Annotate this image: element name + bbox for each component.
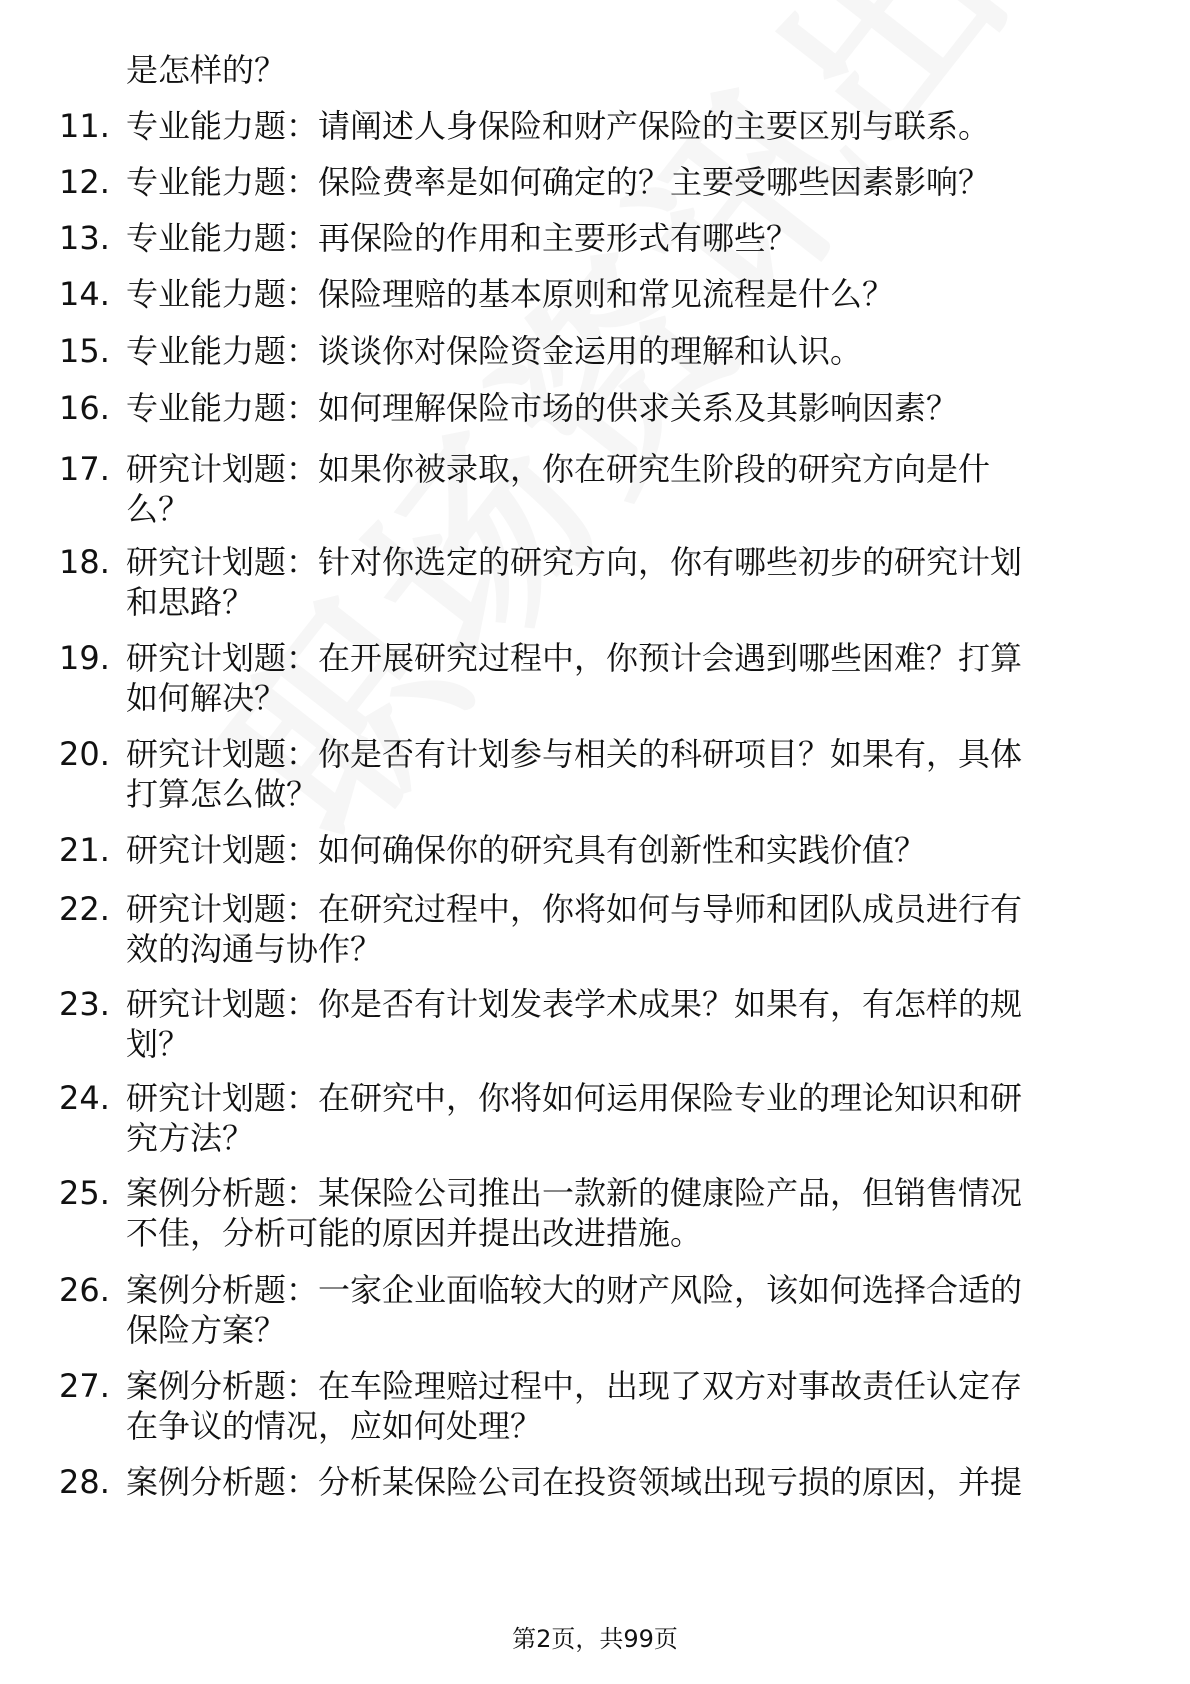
question-text [126,1173,1116,1253]
question-text-line: 案例分析题：分析某保险公司在投资领域出现亏损的原因，并提 [126,1463,1023,1501]
question-number: 18. [59,543,110,581]
question-text-line: 专业能力题：谈谈你对保险资金运用的理解和认识。 [126,332,863,370]
question-text [126,449,1116,529]
question-text-line: 案例分析题：某保险公司推出一款新的健康险产品，但销售情况 [126,1174,1023,1212]
continued-question-text: 是怎样的？ [126,51,287,89]
question-text-line: 研究计划题：如果你被录取，你在研究生阶段的研究方向是什 [126,450,991,488]
question-text-line: 和思路？ [126,583,255,621]
question-number: 20. [59,735,110,773]
question-number: 25. [59,1174,110,1212]
question-text [126,1366,1116,1446]
question-text-line: 划？ [126,1025,191,1063]
question-number: 19. [59,639,110,677]
question-text-line: 研究计划题：你是否有计划发表学术成果？如果有，有怎样的规 [126,985,1023,1023]
question-text [126,162,1116,202]
question-number: 16. [59,389,110,427]
question-number: 11. [59,107,110,145]
question-text [126,984,1116,1064]
question-text [126,734,1116,814]
question-text-line: 么？ [126,490,191,528]
question-number: 24. [59,1079,110,1117]
question-text [126,542,1116,622]
question-number: 14. [59,275,110,313]
question-text-line: 专业能力题：保险费率是如何确定的？主要受哪些因素影响？ [126,163,991,201]
question-text-line: 案例分析题：一家企业面临较大的财产风险，该如何选择合适的 [126,1271,1023,1309]
question-text [126,830,1116,870]
question-text [126,889,1116,969]
question-text [126,274,1116,314]
question-number: 21. [59,831,110,869]
question-text-line: 如何解决？ [126,679,287,717]
question-text-line: 效的沟通与协作？ [126,930,383,968]
question-number: 27. [59,1367,110,1405]
page-footer: 第2页，共99页 [512,1625,678,1653]
question-text-line: 研究计划题：针对你选定的研究方向，你有哪些初步的研究计划 [126,543,1023,581]
question-text-line: 研究计划题：在研究过程中，你将如何与导师和团队成员进行有 [126,890,1023,928]
question-text-line: 专业能力题：保险理赔的基本原则和常见流程是什么？ [126,275,895,313]
question-text [126,388,1116,428]
question-text-line: 专业能力题：如何理解保险市场的供求关系及其影响因素？ [126,389,959,427]
question-text [126,1078,1116,1158]
question-text [126,331,1116,371]
question-number: 26. [59,1271,110,1309]
question-text [126,218,1116,258]
question-text-line: 在争议的情况，应如何处理？ [126,1407,543,1445]
question-text-line: 研究计划题：你是否有计划参与相关的科研项目？如果有，具体 [126,735,1023,773]
question-number: 15. [59,332,110,370]
question-number: 13. [59,219,110,257]
question-text-line: 研究计划题：在开展研究过程中，你预计会遇到哪些困难？打算 [126,639,1023,677]
question-text-line: 保险方案？ [126,1311,287,1349]
question-text-line: 不佳，分析可能的原因并提出改进措施。 [126,1214,703,1252]
question-text-line: 案例分析题：在车险理赔过程中，出现了双方对事故责任认定存 [126,1367,1023,1405]
question-text [126,638,1116,718]
question-text [126,1462,1116,1502]
question-text [126,1270,1116,1350]
question-number: 12. [59,163,110,201]
question-text-line: 专业能力题：再保险的作用和主要形式有哪些？ [126,219,799,257]
question-text-line: 专业能力题：请阐述人身保险和财产保险的主要区别与联系。 [126,107,991,145]
question-text-line: 研究计划题：在研究中，你将如何运用保险专业的理论知识和研 [126,1079,1023,1117]
question-number: 23. [59,985,110,1023]
question-number: 22. [59,890,110,928]
question-number: 28. [59,1463,110,1501]
question-text-line: 研究计划题：如何确保你的研究具有创新性和实践价值？ [126,831,927,869]
question-text-line: 究方法？ [126,1119,255,1157]
question-text-line: 打算怎么做？ [126,775,319,813]
question-text [126,106,1116,146]
question-number: 17. [59,450,110,488]
